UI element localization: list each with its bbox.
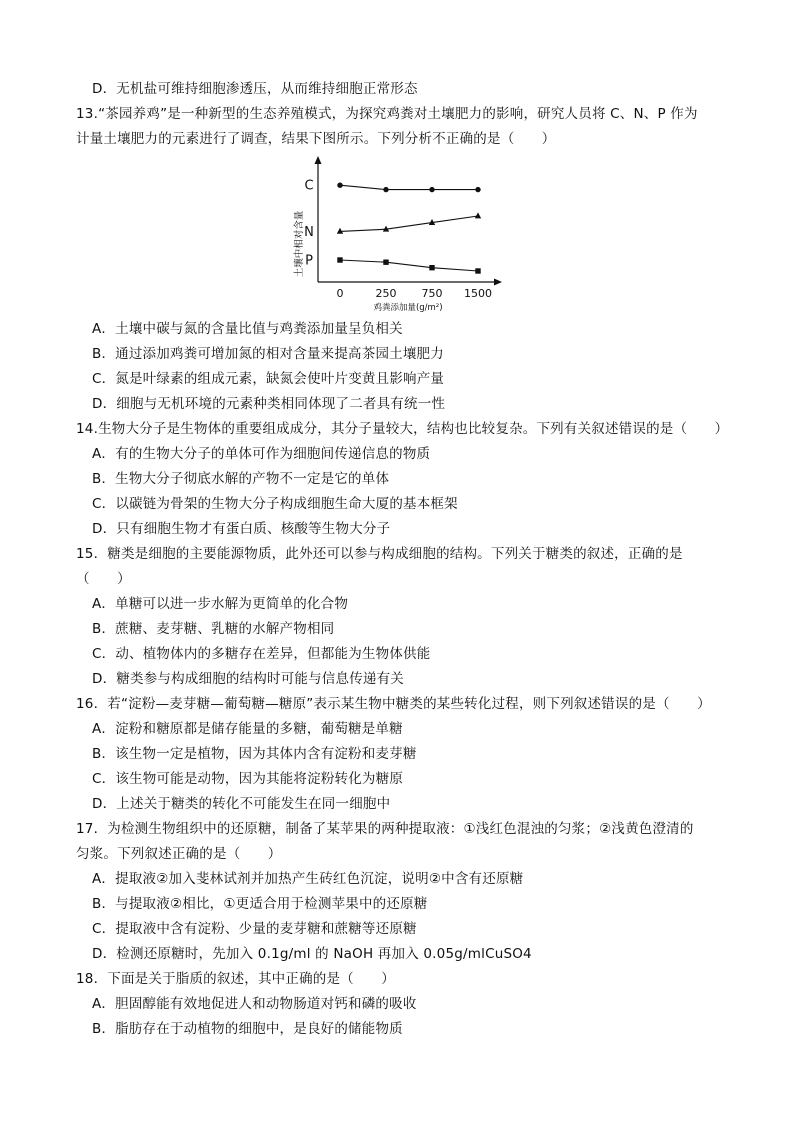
q18-stem: 18．下面是关于脂质的叙述，其中正确的是（ ） xyxy=(76,971,395,987)
q18-option-b: B．脂肪存在于动植物的细胞中，是良好的储能物质 xyxy=(92,1021,403,1037)
q14-option-b: B．生物大分子彻底水解的产物不一定是它的单体 xyxy=(92,471,390,487)
q16-stem: 16．若“淀粉—麦芽糖—葡萄糖—糖原”表示某生物中糖类的某些转化过程，则下列叙述错误的是（ ） xyxy=(76,696,711,712)
x-axis-arrow xyxy=(494,279,502,286)
q14-option-a: A．有的生物大分子的单体可作为细胞间传递信息的物质 xyxy=(92,446,431,462)
point-c xyxy=(475,187,480,192)
q15-stem-line1: 15．糖类是细胞的主要能源物质，此外还可以参与构成细胞的结构。下列关于糖类的叙述，正确的是 xyxy=(76,546,683,562)
q14-option-c: C．以碳链为骨架的生物大分子构成细胞生命大厦的基本框架 xyxy=(92,496,458,512)
q13-stem-line2: 计量土壤肥力的元素进行了调查，结果下图所示。下列分析不正确的是（ ） xyxy=(76,131,556,147)
x-axis-label: 鸡粪添加量(g/m²) xyxy=(373,303,443,313)
q17-stem-line1: 17．为检测生物组织中的还原糖，制备了某苹果的两种提取液：①浅红色混浊的匀浆；②浅黄色澄清的 xyxy=(76,821,694,837)
q17-option-a: A．提取液②加入斐林试剂并加热产生砖红色沉淀，说明②中含有还原糖 xyxy=(92,871,524,887)
series-label-p: P xyxy=(305,253,313,269)
q15-stem-line2: （ ） xyxy=(76,571,131,587)
q16-option-d: D．上述关于糖类的转化不可能发生在同一细胞中 xyxy=(92,796,391,812)
q15-option-a: A．单糖可以进一步水解为更简单的化合物 xyxy=(92,596,349,612)
q13-option-b: B．通过添加鸡粪可增加氮的相对含量来提高茶园土壤肥力 xyxy=(92,346,444,362)
point-c xyxy=(429,187,434,192)
q16-option-a: A．淀粉和糖原都是储存能量的多糖，葡萄糖是单糖 xyxy=(92,721,403,737)
q14-stem: 14.生物大分子是生物体的重要组成成分，其分子量较大，结构也比较复杂。下列有关叙述错误的是（ ） xyxy=(76,421,729,437)
q13-stem-line1: 13.“茶园养鸡”是一种新型的生态养殖模式，为探究鸡粪对土壤肥力的影响，研究人员将 C、N、P 作为 xyxy=(76,106,698,122)
q17-option-d: D．检测还原糖时，先加入 0.1g/ml 的 NaOH 再加入 0.05g/mlCuSO4 xyxy=(92,946,532,962)
x-tick-label: 0 xyxy=(336,287,344,300)
point-p xyxy=(337,257,342,262)
point-p xyxy=(475,268,480,273)
q15-option-b: B．蔗糖、麦芽糖、乳糖的水解产物相同 xyxy=(92,621,335,637)
x-tick-label: 250 xyxy=(375,287,397,300)
y-axis-arrow xyxy=(315,156,322,164)
q15-option-d: D．糖类参与构成细胞的结构时可能与信息传递有关 xyxy=(92,671,404,687)
q13-option-a: A．土壤中碳与氮的含量比值与鸡粪添加量呈负相关 xyxy=(92,321,403,337)
q13-option-c: C．氮是叶绿素的组成元素，缺氮会使叶片变黄且影响产量 xyxy=(92,371,445,387)
q17-stem-line2: 匀浆。下列叙述正确的是（ ） xyxy=(76,846,282,862)
x-tick-label: 1500 xyxy=(464,287,492,300)
q12-option-d: D．无机盐可维持细胞渗透压，从而维持细胞正常形态 xyxy=(92,81,418,97)
x-tick-label: 750 xyxy=(421,287,443,300)
y-axis-label: 土壤中相对含量 xyxy=(294,210,305,278)
q16-option-b: B．该生物一定是植物，因为其体内含有淀粉和麦芽糖 xyxy=(92,746,417,762)
series-line-p xyxy=(340,260,478,271)
series-label-c: C xyxy=(304,178,314,194)
series-label-n: N xyxy=(304,224,314,240)
q13-chart xyxy=(278,152,510,316)
q15-option-c: C．动、植物体内的多糖存在差异，但都能为生物体供能 xyxy=(92,646,431,662)
point-p xyxy=(429,265,434,270)
q17-option-b: B．与提取液②相比，①更适合用于检测苹果中的还原糖 xyxy=(92,896,428,912)
series-line-n xyxy=(340,216,478,231)
point-c xyxy=(383,187,388,192)
q13-option-d: D．细胞与无机环境的元素种类相同体现了二者具有统一性 xyxy=(92,396,446,412)
point-c xyxy=(337,183,342,188)
point-p xyxy=(383,260,388,265)
point-n xyxy=(475,212,481,218)
q16-option-c: C．该生物可能是动物，因为其能将淀粉转化为糖原 xyxy=(92,771,404,787)
series-line-c xyxy=(340,185,478,189)
q18-option-a: A．胆固醇能有效地促进人和动物肠道对钙和磷的吸收 xyxy=(92,996,417,1012)
q17-option-c: C．提取液中含有淀粉、少量的麦芽糖和蔗糖等还原糖 xyxy=(92,921,417,937)
q14-option-d: D．只有细胞生物才有蛋白质、核酸等生物大分子 xyxy=(92,521,391,537)
